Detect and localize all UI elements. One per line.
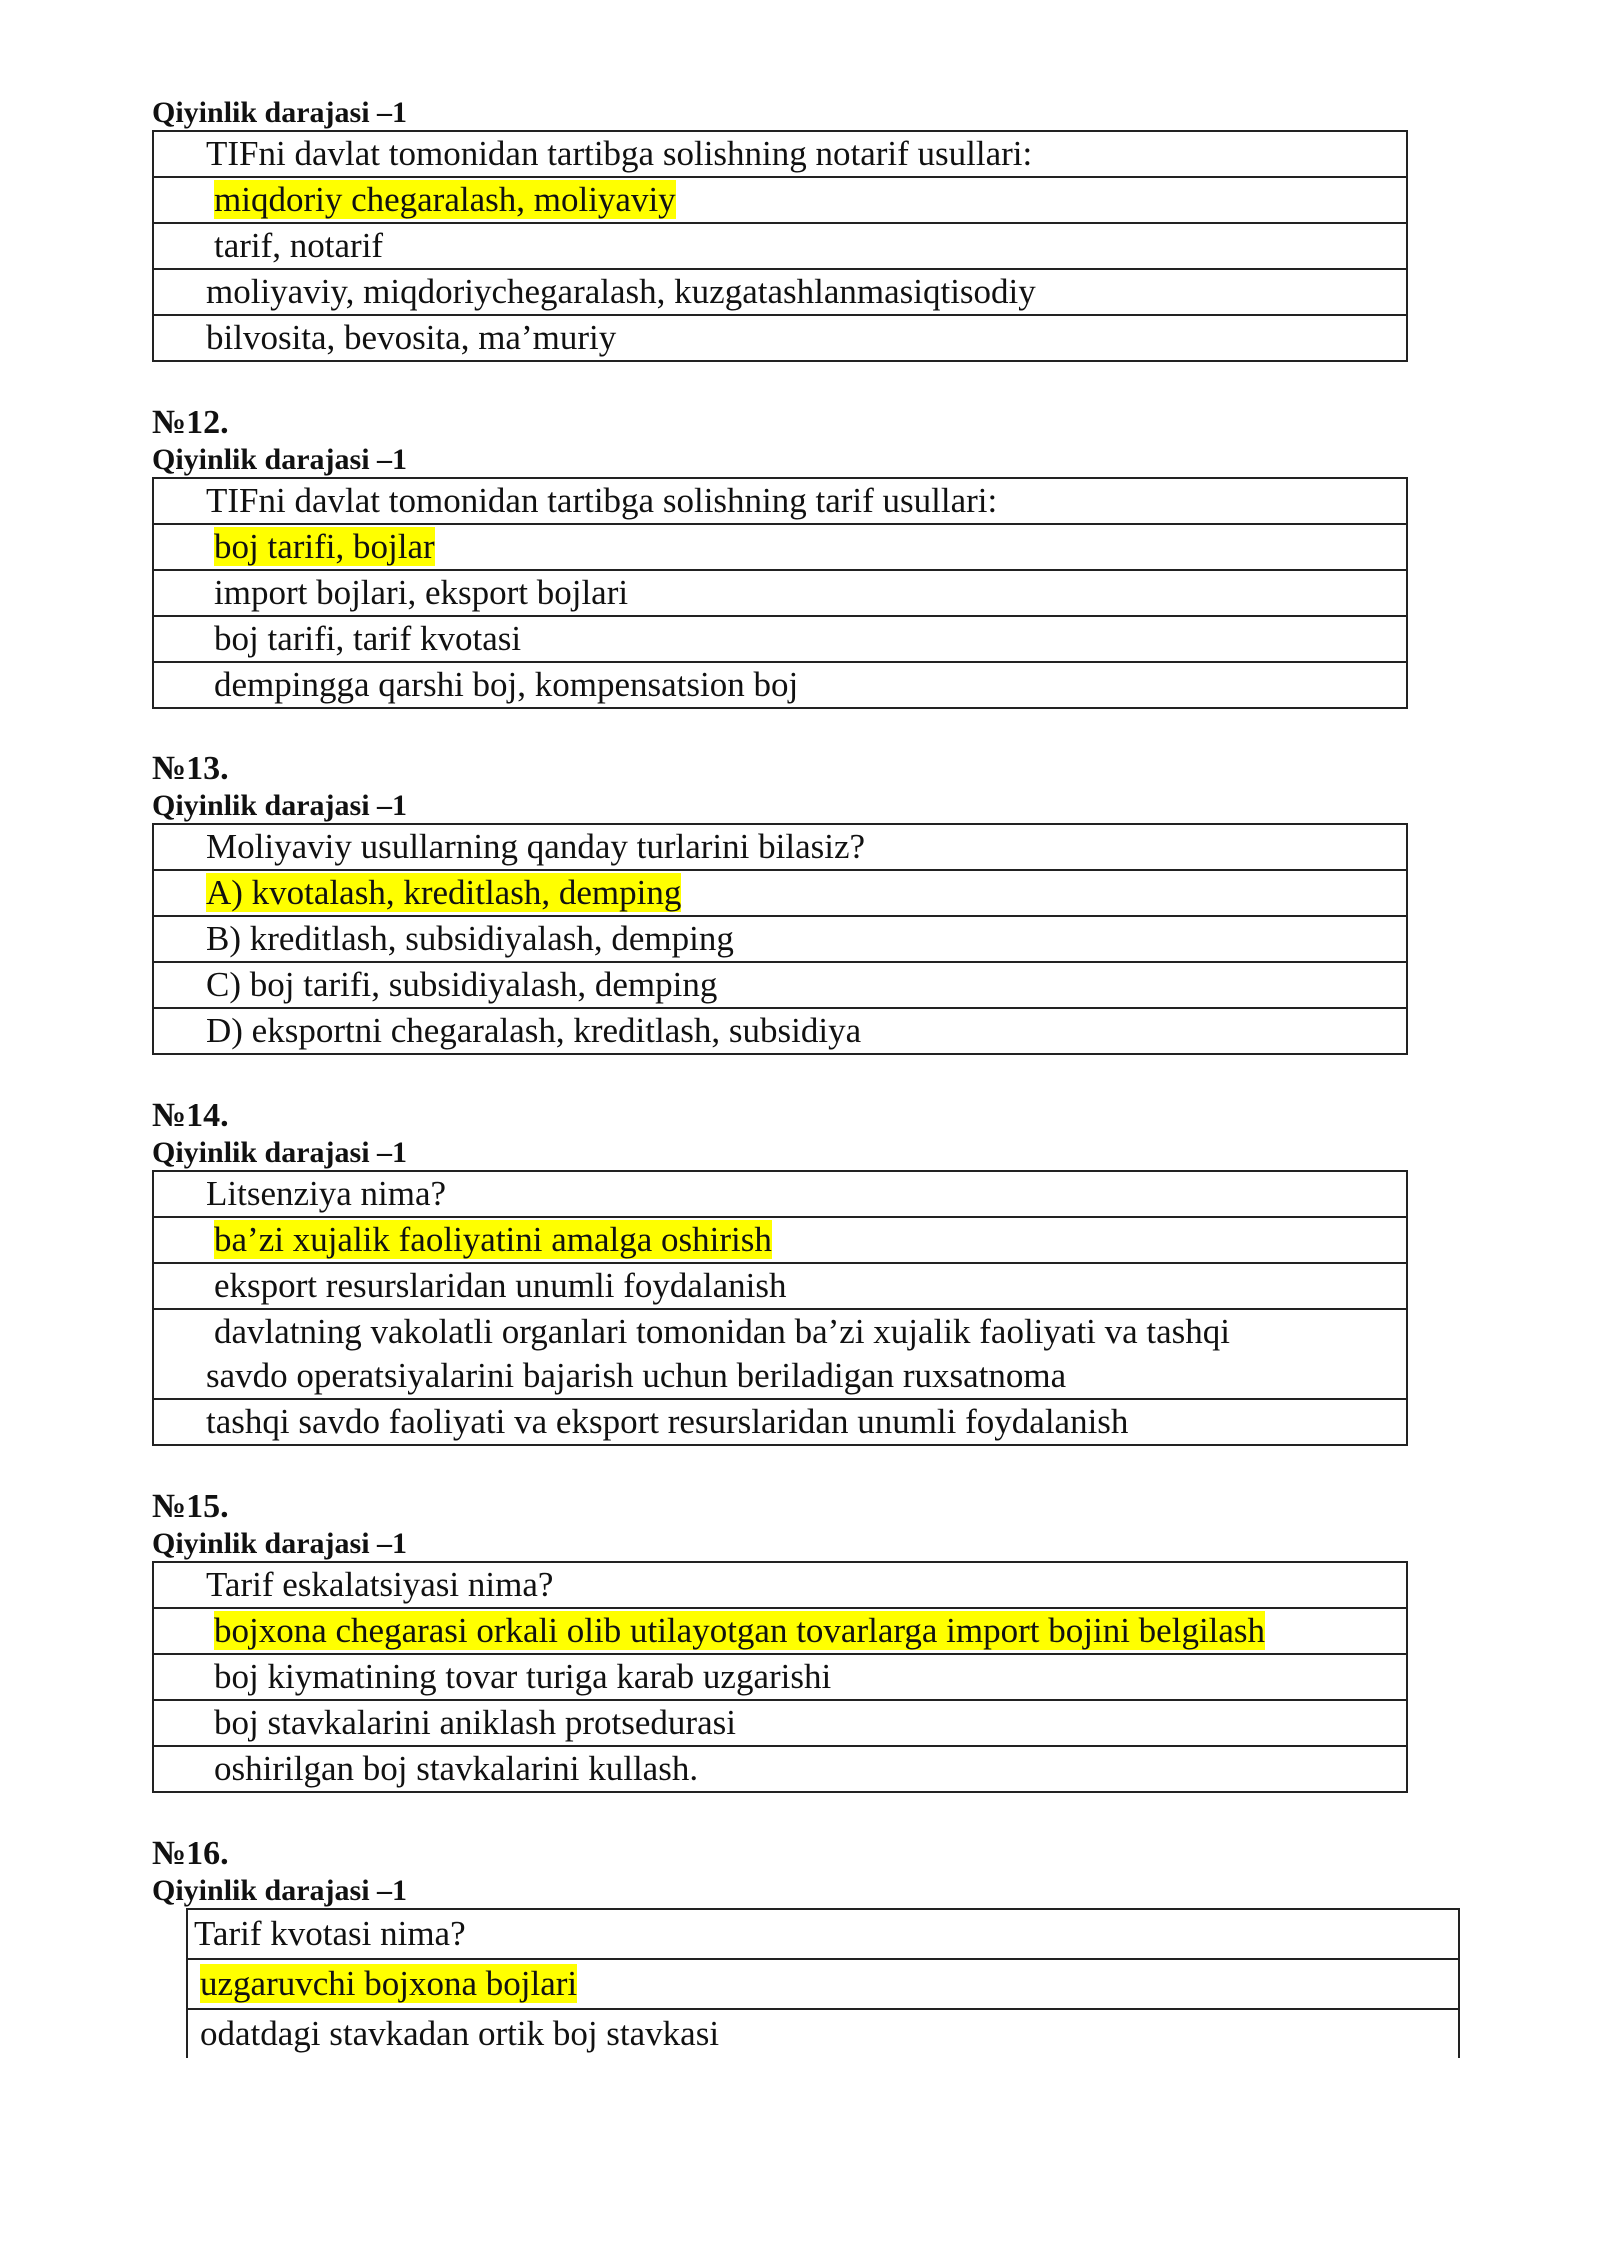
answer-option: oshirilgan boj stavkalarini kullash. [153, 1746, 1407, 1792]
difficulty-level: Qiyinlik darajasi –1 [152, 1874, 408, 1907]
answer-option: eksport resurslaridan unumli foydalanish [153, 1263, 1407, 1309]
answer-option: B) kreditlash, subsidiyalash, demping [153, 916, 1407, 962]
question-block-15 [152, 1487, 1408, 1793]
answer-table [152, 823, 1408, 1055]
answer-table [152, 1170, 1408, 1446]
answer-option: davlatning vakolatli organlari tomonidan ba’zi xujalik faoliyati va tashqi savdo operatsiyalarini bajarish uchun beriladigan ruxsatnoma [153, 1309, 1407, 1399]
answer-option: tashqi savdo faoliyati va eksport resurslaridan unumli foydalanish [153, 1399, 1407, 1445]
answer-option-correct: boj tarifi, bojlar [153, 524, 1407, 570]
answer-option-correct: uzgaruvchi bojxona bojlari [187, 1959, 1459, 2009]
answer-option: dempingga qarshi boj, kompensatsion boj [153, 662, 1407, 708]
question-number: №12. [152, 404, 229, 441]
question-text: TIFni davlat tomonidan tartibga solishning tarif usullari: [153, 478, 1407, 524]
question-number: №13. [152, 750, 229, 787]
answer-option: C) boj tarifi, subsidiyalash, demping [153, 962, 1407, 1008]
difficulty-level: Qiyinlik darajasi –1 [152, 1136, 408, 1169]
difficulty-level: Qiyinlik darajasi –1 [152, 789, 408, 822]
difficulty-level: Qiyinlik darajasi –1 [152, 1527, 408, 1560]
question-text: Litsenziya nima? [153, 1171, 1407, 1217]
question-block-12 [152, 403, 1408, 709]
answer-table [152, 130, 1408, 362]
question-block-16 [152, 1834, 1552, 2074]
answer-option: import bojlari, eksport bojlari [153, 570, 1407, 616]
answer-table [152, 1561, 1408, 1793]
question-text: Moliyaviy usullarning qanday turlarini bilasiz? [153, 824, 1407, 870]
answer-option: boj tarifi, tarif kvotasi [153, 616, 1407, 662]
question-block-14 [152, 1096, 1408, 1446]
answer-option: D) eksportni chegaralash, kreditlash, subsidiya [153, 1008, 1407, 1054]
question-block-11 [152, 96, 1408, 362]
answer-table-wrapper [186, 1908, 1476, 2058]
question-number: №16. [152, 1835, 229, 1872]
answer-option: odatdagi stavkadan ortik boj stavkasi [187, 2009, 1459, 2058]
answer-table [152, 477, 1408, 709]
question-number: №15. [152, 1488, 229, 1525]
answer-option: boj stavkalarini aniklash protsedurasi [153, 1700, 1407, 1746]
answer-option-correct: A) kvotalash, kreditlash, demping [153, 870, 1407, 916]
question-text: Tarif kvotasi nima? [187, 1909, 1459, 1959]
answer-option-correct: ba’zi xujalik faoliyatini amalga oshirish [153, 1217, 1407, 1263]
answer-table [186, 1908, 1460, 2058]
answer-option: bilvosita, bevosita, ma’muriy [153, 315, 1407, 361]
answer-option: tarif, notarif [153, 223, 1407, 269]
question-text: TIFni davlat tomonidan tartibga solishning notarif usullari: [153, 131, 1407, 177]
question-block-13 [152, 749, 1408, 1055]
difficulty-level: Qiyinlik darajasi –1 [152, 96, 408, 129]
answer-option-correct: miqdoriy chegaralash, moliyaviy [153, 177, 1407, 223]
answer-option-correct: bojxona chegarasi orkali olib utilayotgan tovarlarga import bojini belgilash [153, 1608, 1407, 1654]
difficulty-level: Qiyinlik darajasi –1 [152, 443, 408, 476]
question-number: №14. [152, 1097, 229, 1134]
question-text: Tarif eskalatsiyasi nima? [153, 1562, 1407, 1608]
answer-option: boj kiymatining tovar turiga karab uzgarishi [153, 1654, 1407, 1700]
answer-option: moliyaviy, miqdoriychegaralash, kuzgatashlanmasiqtisodiy [153, 269, 1407, 315]
